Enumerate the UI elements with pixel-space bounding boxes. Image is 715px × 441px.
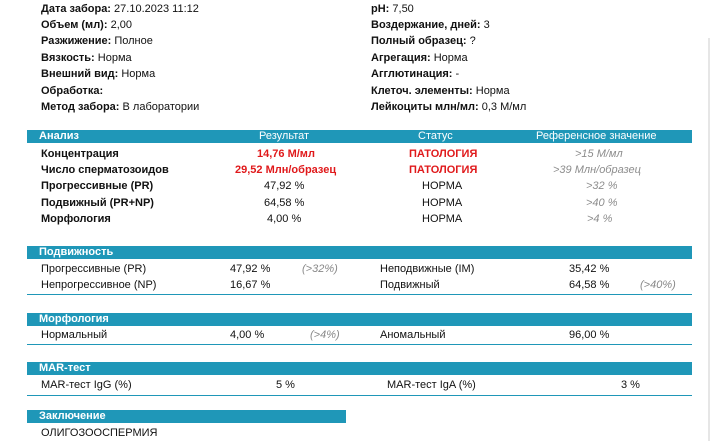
mar-title: MAR-тест xyxy=(39,362,91,374)
motility-title: Подвижность xyxy=(39,246,114,258)
motility-value: 16,67 % xyxy=(230,279,271,291)
info-row: Внешний вид: Норма xyxy=(41,68,156,80)
row-reference: >15 М/мл xyxy=(575,148,623,160)
page-edge xyxy=(708,38,710,441)
row-result: 47,92 % xyxy=(264,180,305,192)
row-status: ПАТОЛОГИЯ xyxy=(409,148,478,160)
info-row: Агглютинация: - xyxy=(371,68,460,80)
row-status: НОРМА xyxy=(422,213,463,225)
motility-value: 47,92 % xyxy=(230,263,271,275)
header-result: Результат xyxy=(259,130,310,142)
mar-iga-label: MAR-тест IgA (%) xyxy=(387,379,476,391)
row-reference: >4 % xyxy=(587,213,613,225)
info-row: Метод забора: В лаборатории xyxy=(41,101,200,113)
row-status: НОРМА xyxy=(422,197,463,209)
info-row: Агрегация: Норма xyxy=(371,52,468,64)
motility-header-bar xyxy=(27,246,692,259)
info-row: Дата забора: 27.10.2023 11:12 xyxy=(41,3,199,15)
row-name: Число сперматозоидов xyxy=(41,164,169,176)
motility-label: Непрогрессивное (NP) xyxy=(41,279,157,291)
motility-value: 64,58 % xyxy=(569,279,610,291)
analysis-header-bar xyxy=(27,130,692,143)
row-status: ПАТОЛОГИЯ xyxy=(409,164,478,176)
conclusion-header-bar xyxy=(27,410,346,423)
info-row: pH: 7,50 xyxy=(371,3,414,15)
mar-header-bar xyxy=(27,362,692,375)
row-reference: >40 % xyxy=(586,197,618,209)
header-status: Статус xyxy=(418,130,453,142)
morphology-header-bar xyxy=(27,313,692,326)
row-reference: >39 Млн/образец xyxy=(553,164,641,176)
motility-value: 35,42 % xyxy=(569,263,610,275)
row-status: НОРМА xyxy=(422,180,463,192)
row-name: Прогрессивные (PR) xyxy=(41,180,154,192)
info-row: Лейкоциты млн/мл: 0,3 М/мл xyxy=(371,101,527,113)
motility-ref: (>40%) xyxy=(640,279,676,291)
row-name: Морфология xyxy=(41,213,111,225)
morphology-underline xyxy=(27,344,692,345)
morphology-normal-ref: (>4%) xyxy=(310,329,340,341)
morphology-normal-value: 4,00 % xyxy=(230,329,265,341)
motility-label: Неподвижные (IM) xyxy=(380,263,475,275)
mar-igg-label: MAR-тест IgG (%) xyxy=(41,379,132,391)
conclusion-title: Заключение xyxy=(39,410,106,422)
mar-underline xyxy=(27,395,692,396)
row-result: 4,00 % xyxy=(267,213,302,225)
header-reference: Референсное значение xyxy=(536,130,657,142)
info-row: Полный образец: ? xyxy=(371,35,476,47)
morphology-abnormal-value: 96,00 % xyxy=(569,329,610,341)
header-analysis: Анализ xyxy=(39,130,79,142)
info-row: Обработка: xyxy=(41,85,104,97)
info-row: Клеточ. элементы: Норма xyxy=(371,85,510,97)
motility-ref: (>32%) xyxy=(302,263,338,275)
row-result: 64,58 % xyxy=(264,197,305,209)
morphology-title: Морфология xyxy=(39,313,109,325)
mar-igg-value: 5 % xyxy=(276,379,295,391)
morphology-abnormal-label: Аномальный xyxy=(380,329,446,341)
info-row: Вязкость: Норма xyxy=(41,52,132,64)
row-result: 14,76 М/мл xyxy=(257,148,315,160)
motility-label: Прогрессивные (PR) xyxy=(41,263,147,275)
mar-iga-value: 3 % xyxy=(621,379,640,391)
info-row: Разжижение: Полное xyxy=(41,35,153,47)
conclusion-text: ОЛИГОЗООСПЕРМИЯ xyxy=(41,427,158,439)
motility-label: Подвижный xyxy=(380,279,440,291)
info-row: Объем (мл): 2,00 xyxy=(41,19,132,31)
morphology-normal-label: Нормальный xyxy=(41,329,108,341)
row-reference: >32 % xyxy=(586,180,618,192)
row-result: 29,52 Млн/образец xyxy=(235,164,337,176)
row-name: Концентрация xyxy=(41,148,119,160)
motility-underline xyxy=(27,294,692,295)
row-name: Подвижный (PR+NP) xyxy=(41,197,154,209)
info-row: Воздержание, дней: 3 xyxy=(371,19,490,31)
